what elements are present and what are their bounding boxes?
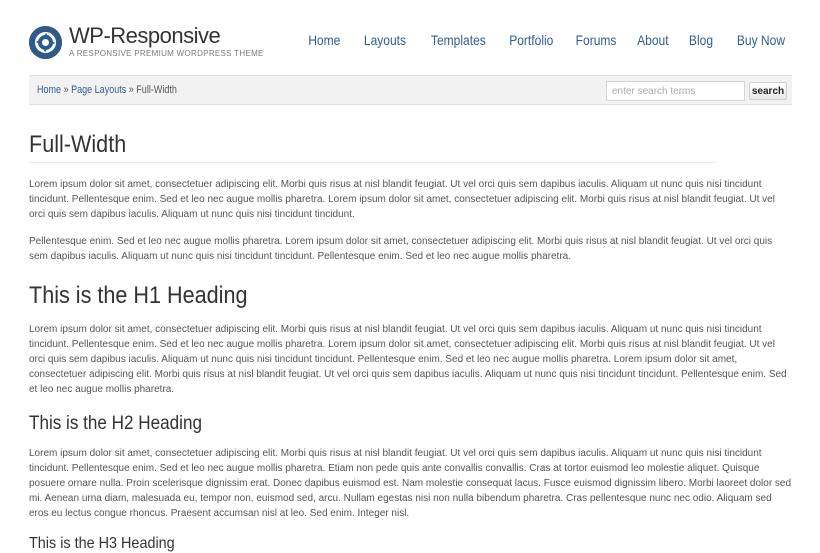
h3-heading: This is the H3 Heading <box>29 535 175 552</box>
h1-heading: This is the H1 Heading <box>29 282 248 309</box>
h2-heading: This is the H2 Heading <box>29 413 202 434</box>
page-title: Full-Width <box>29 130 716 163</box>
nav-forums[interactable]: Forums <box>575 32 617 48</box>
main-content <box>29 130 792 553</box>
nav-layouts[interactable]: Layouts <box>363 32 406 48</box>
nav-portfolio[interactable]: Portfolio <box>508 32 553 48</box>
breadcrumb-separator: » <box>126 84 137 96</box>
nav-blog[interactable]: Blog <box>688 32 713 48</box>
site-tagline: A RESPONSIVE PREMIUM WORDPRESS THEME <box>69 49 264 58</box>
breadcrumb-page-layouts-link[interactable]: Page Layouts <box>71 84 127 96</box>
site-header <box>0 0 820 76</box>
nav-home[interactable]: Home <box>308 32 341 48</box>
nav-about[interactable]: About <box>637 32 669 48</box>
breadcrumb <box>37 84 177 96</box>
paragraph: Lorem ipsum dolor sit amet, consectetuer adipiscing elit. Morbi quis risus at nisl blandit feugiat. Ut vel orci quis sem dapibus iaculis. Aliquam ut nunc quis nisi tincidunt tincidunt. Pellentesque enim. Sed et leo nec augue mollis pharetra. Etiam non pede quis ante convallis convallis. Cras at tortor euismod leo molestie aliquet. Quisque posuere ornare nulla. Proin scelerisque dignissim erat. Donec dapibus euismod est. Nam molestie consequat lacus. Fusce euismod dignissim libero. Morbi laoreet dolor sed mi. Aenean urna diam, malesuada eu, tempor non, euismod sed, arcu. Nullam egestas nisi non nulla bibendum pharetra. Cras pellentesque nunc nec odio. Aliquam sed eros eu lectus congue rhoncus. Praesent accumsan nisl at leo. Sed enim. Integer nisl. <box>29 448 792 519</box>
nav-buy-now[interactable]: Buy Now <box>736 32 785 48</box>
site-title[interactable]: WP-Responsive <box>69 23 221 48</box>
paragraph: Pellentesque enim. Sed et leo nec augue mollis pharetra. Lorem ipsum dolor sit amet, consectetuer adipiscing elit. Morbi quis risus at nisl blandit feugiat. Ut vel orci quis sem dapibus iaculis. Aliquam ut nunc quis nisi tincidunt tincidunt. Pellentesque enim. Sed et leo nec augue mollis pharetra. <box>29 236 773 262</box>
breadcrumb-search-bar <box>29 75 792 105</box>
nav-templates[interactable]: Templates <box>430 32 486 48</box>
paragraph: Lorem ipsum dolor sit amet, consectetuer adipiscing elit. Morbi quis risus at nisl blandit feugiat. Ut vel orci quis sem dapibus iaculis. Aliquam ut nunc quis nisi tincidunt tincidunt. Pellentesque enim. Sed et leo nec augue mollis pharetra. Lorem ipsum dolor sit amet, consectetuer adipiscing elit. Morbi quis risus at nisl blandit feugiat. Ut vel orci quis sem dapibus iaculis. Aliquam ut nunc quis nisi tincidunt tincidunt. Pellentesque enim. Sed et leo nec augue mollis pharetra. Lorem ipsum dolor sit amet, consectetuer adipiscing elit. Morbi quis risus at nisl blandit feugiat. Ut vel orci quis sem dapibus iaculis. Aliquam ut nunc quis nisi tincidunt tincidunt. Pellentesque enim. Sed et leo nec augue mollis pharetra. <box>29 324 787 395</box>
aperture-logo-icon[interactable] <box>29 26 62 59</box>
breadcrumb-current: Full-Width <box>136 84 177 96</box>
breadcrumb-separator: » <box>61 84 72 96</box>
paragraph: Lorem ipsum dolor sit amet, consectetuer adipiscing elit. Morbi quis risus at nisl blandit feugiat. Ut vel orci quis sem dapibus iaculis. Aliquam ut nunc quis nisi tincidunt tincidunt. Pellentesque enim. Sed et leo nec augue mollis pharetra. Lorem ipsum dolor sit amet, consectetuer adipiscing elit. Morbi quis risus at nisl blandit feugiat. Ut vel orci quis sem dapibus iaculis. Aliquam ut nunc quis nisi tincidunt tincidunt. <box>29 179 775 220</box>
breadcrumb-home-link[interactable]: Home <box>37 84 62 96</box>
main-nav <box>303 32 785 48</box>
search-button[interactable]: search <box>749 82 787 100</box>
search-input[interactable] <box>606 81 745 101</box>
